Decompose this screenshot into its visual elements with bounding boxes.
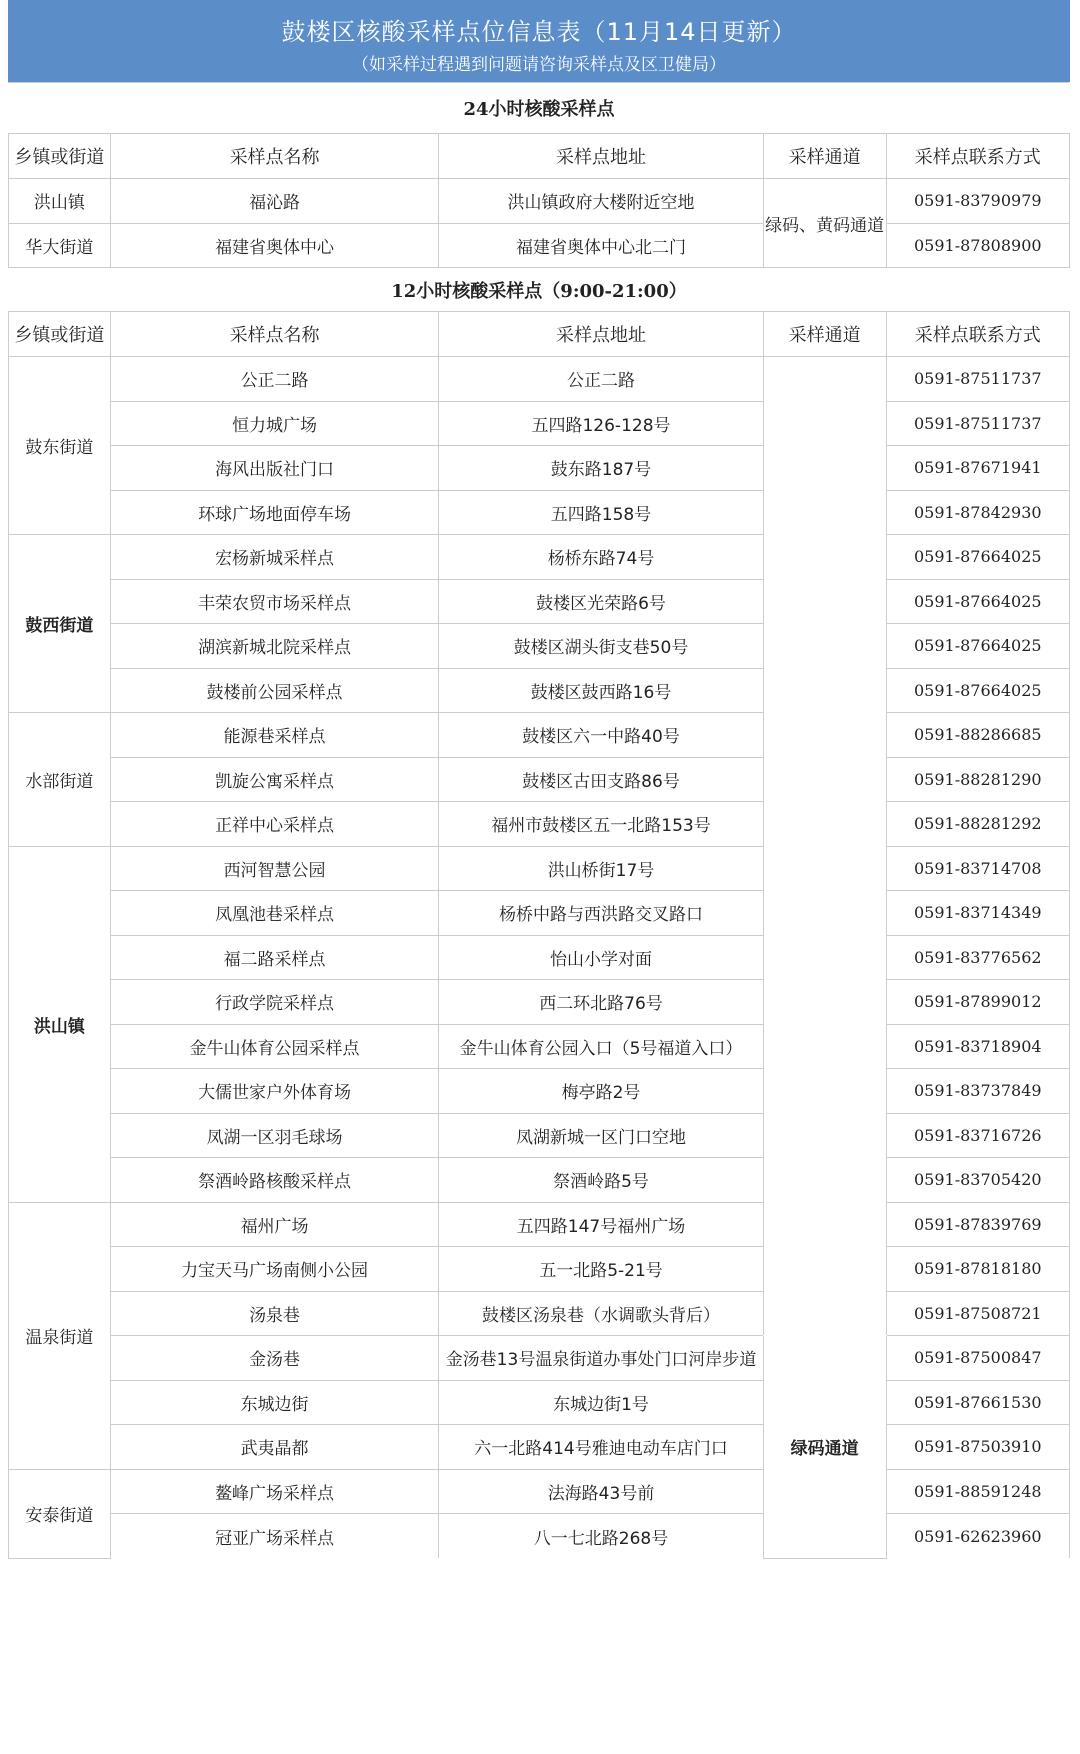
site-name-cell: 大儒世家户外体育场 [110,1069,439,1114]
site-address-cell: 洪山镇政府大楼附近空地 [439,179,763,224]
table-row [9,1158,1070,1203]
site-address-cell: 杨桥东路74号 [439,535,763,580]
table-row [9,1380,1070,1425]
contact-cell: 0591-83776562 [886,935,1069,980]
site-name-cell: 福州广场 [110,1202,439,1247]
site-name-cell: 金牛山体育公园采样点 [110,1024,439,1069]
contact-cell: 0591-87508721 [886,1291,1069,1336]
section-heading-12h: 12小时核酸采样点（9:00-21:00） [9,268,1070,312]
table-row [9,980,1070,1025]
column-header-row [9,312,1070,357]
column-header-row [9,134,1070,179]
area-cell: 鼓西街道 [9,535,111,713]
page-subtitle: （如采样过程遇到问题请咨询采样点及区卫健局） [352,55,726,75]
site-address-cell: 五四路147号福州广场 [439,1202,763,1247]
site-address-cell: 鼓楼区湖头街支巷50号 [439,624,763,669]
section-heading-24h: 24小时核酸采样点 [9,83,1070,134]
contact-cell: 0591-87839769 [886,1202,1069,1247]
site-name-cell: 福沁路 [110,179,439,224]
contact-cell: 0591-87664025 [886,579,1069,624]
contact-cell: 0591-83705420 [886,1158,1069,1203]
contact-cell: 0591-87808900 [886,223,1069,268]
site-name-cell: 鳌峰广场采样点 [110,1469,439,1514]
area-cell: 温泉街道 [9,1202,111,1469]
channel-cell: 绿码、黄码通道 [763,179,886,268]
site-name-cell: 福建省奥体中心 [110,223,439,268]
site-name-cell: 力宝天马广场南侧小公园 [110,1247,439,1292]
site-name-cell: 凯旋公寓采样点 [110,757,439,802]
table-row [9,446,1070,491]
site-address-cell: 鼓楼区六一中路40号 [439,713,763,758]
site-address-cell: 五四路126-128号 [439,401,763,446]
contact-cell: 0591-87511737 [886,401,1069,446]
site-name-cell: 凤凰池巷采样点 [110,891,439,936]
site-name-cell: 能源巷采样点 [110,713,439,758]
site-address-cell: 福州市鼓楼区五一北路153号 [439,802,763,847]
site-address-cell: 六一北路414号雅迪电动车店门口 [439,1425,763,1470]
table-row [9,1113,1070,1158]
contact-cell: 0591-83737849 [886,1069,1069,1114]
contact-cell: 0591-87818180 [886,1247,1069,1292]
table-row [9,802,1070,847]
contact-cell: 0591-83714708 [886,846,1069,891]
site-address-cell: 鼓楼区光荣路6号 [439,579,763,624]
contact-cell: 0591-87671941 [886,446,1069,491]
site-name-cell: 西河智慧公园 [110,846,439,891]
table-row [9,1514,1070,1559]
table-row [9,1069,1070,1114]
channel-cell: 绿码通道 [763,1336,886,1559]
table-row [9,579,1070,624]
area-cell: 安泰街道 [9,1469,111,1558]
table-row [9,713,1070,758]
site-address-cell: 八一七北路268号 [439,1514,763,1559]
table-row [9,935,1070,980]
site-name-cell: 丰荣农贸市场采样点 [110,579,439,624]
contact-cell: 0591-87842930 [886,490,1069,535]
contact-cell: 0591-87664025 [886,535,1069,580]
site-address-cell: 西二环北路76号 [439,980,763,1025]
table-row [9,1469,1070,1514]
site-address-cell: 鼓楼区鼓西路16号 [439,668,763,713]
table-row [9,668,1070,713]
site-address-cell: 福建省奥体中心北二门 [439,223,763,268]
site-name-cell: 汤泉巷 [110,1291,439,1336]
section-heading-row [9,83,1070,134]
contact-cell: 0591-88281292 [886,802,1069,847]
table-row [9,535,1070,580]
header-contact: 采样点联系方式 [886,134,1069,179]
site-address-cell: 怡山小学对面 [439,935,763,980]
site-name-cell: 海风出版社门口 [110,446,439,491]
table-row [9,223,1070,268]
site-address-cell: 鼓楼区古田支路86号 [439,757,763,802]
site-address-cell: 金汤巷13号温泉街道办事处门口河岸步道 [439,1336,763,1381]
area-cell: 华大街道 [9,223,111,268]
area-cell: 洪山镇 [9,846,111,1202]
site-name-cell: 东城边街 [110,1380,439,1425]
site-name-cell: 环球广场地面停车场 [110,490,439,535]
header-site-address: 采样点地址 [439,312,763,357]
header-contact: 采样点联系方式 [886,312,1069,357]
contact-cell: 0591-88286685 [886,713,1069,758]
site-address-cell: 东城边街1号 [439,1380,763,1425]
table-row [9,1336,1070,1381]
header-channel: 采样通道 [763,134,886,179]
site-address-cell: 祭酒岭路5号 [439,1158,763,1203]
site-address-cell: 梅亭路2号 [439,1069,763,1114]
site-name-cell: 恒力城广场 [110,401,439,446]
contact-cell: 0591-83716726 [886,1113,1069,1158]
contact-cell: 0591-87899012 [886,980,1069,1025]
table-row [9,1202,1070,1247]
contact-cell: 0591-88591248 [886,1469,1069,1514]
table-row [9,846,1070,891]
site-name-cell: 冠亚广场采样点 [110,1514,439,1559]
contact-cell: 0591-83714349 [886,891,1069,936]
site-address-cell: 鼓楼区汤泉巷（水调歌头背后） [439,1291,763,1336]
site-address-cell: 鼓东路187号 [439,446,763,491]
table-row [9,179,1070,224]
contact-cell: 0591-87503910 [886,1425,1069,1470]
site-name-cell: 公正二路 [110,357,439,402]
section-heading-row [9,268,1070,312]
channel-cell-blank [763,357,886,1336]
contact-cell: 0591-87664025 [886,624,1069,669]
header-area: 乡镇或街道 [9,312,111,357]
contact-cell: 0591-83718904 [886,1024,1069,1069]
page-title: 鼓楼区核酸采样点位信息表（11月14日更新） [281,18,797,46]
table-row [9,624,1070,669]
site-name-cell: 福二路采样点 [110,935,439,980]
sampling-sites-table [8,82,1070,1559]
site-name-cell: 宏杨新城采样点 [110,535,439,580]
table-row [9,357,1070,402]
site-address-cell: 五四路158号 [439,490,763,535]
site-name-cell: 正祥中心采样点 [110,802,439,847]
header-site-name: 采样点名称 [110,134,439,179]
site-address-cell: 法海路43号前 [439,1469,763,1514]
title-banner [8,0,1070,82]
site-address-cell: 洪山桥街17号 [439,846,763,891]
contact-cell: 0591-87500847 [886,1336,1069,1381]
header-site-address: 采样点地址 [439,134,763,179]
site-address-cell: 公正二路 [439,357,763,402]
area-cell: 水部街道 [9,713,111,847]
area-cell: 洪山镇 [9,179,111,224]
site-name-cell: 祭酒岭路核酸采样点 [110,1158,439,1203]
contact-cell: 0591-83790979 [886,179,1069,224]
site-name-cell: 武夷晶都 [110,1425,439,1470]
table-row [9,401,1070,446]
table-row [9,1247,1070,1292]
site-name-cell: 鼓楼前公园采样点 [110,668,439,713]
table-row [9,757,1070,802]
contact-cell: 0591-87511737 [886,357,1069,402]
table-row [9,1024,1070,1069]
table-row [9,1425,1070,1470]
contact-cell: 0591-62623960 [886,1514,1069,1559]
header-channel: 采样通道 [763,312,886,357]
area-cell: 鼓东街道 [9,357,111,535]
site-name-cell: 凤湖一区羽毛球场 [110,1113,439,1158]
table-row [9,490,1070,535]
site-address-cell: 凤湖新城一区门口空地 [439,1113,763,1158]
site-address-cell: 五一北路5-21号 [439,1247,763,1292]
header-area: 乡镇或街道 [9,134,111,179]
site-name-cell: 湖滨新城北院采样点 [110,624,439,669]
table-row [9,1291,1070,1336]
site-name-cell: 行政学院采样点 [110,980,439,1025]
contact-cell: 0591-87664025 [886,668,1069,713]
site-name-cell: 金汤巷 [110,1336,439,1381]
table-row [9,891,1070,936]
header-site-name: 采样点名称 [110,312,439,357]
contact-cell: 0591-88281290 [886,757,1069,802]
site-address-cell: 金牛山体育公园入口（5号福道入口） [439,1024,763,1069]
contact-cell: 0591-87661530 [886,1380,1069,1425]
site-address-cell: 杨桥中路与西洪路交叉路口 [439,891,763,936]
